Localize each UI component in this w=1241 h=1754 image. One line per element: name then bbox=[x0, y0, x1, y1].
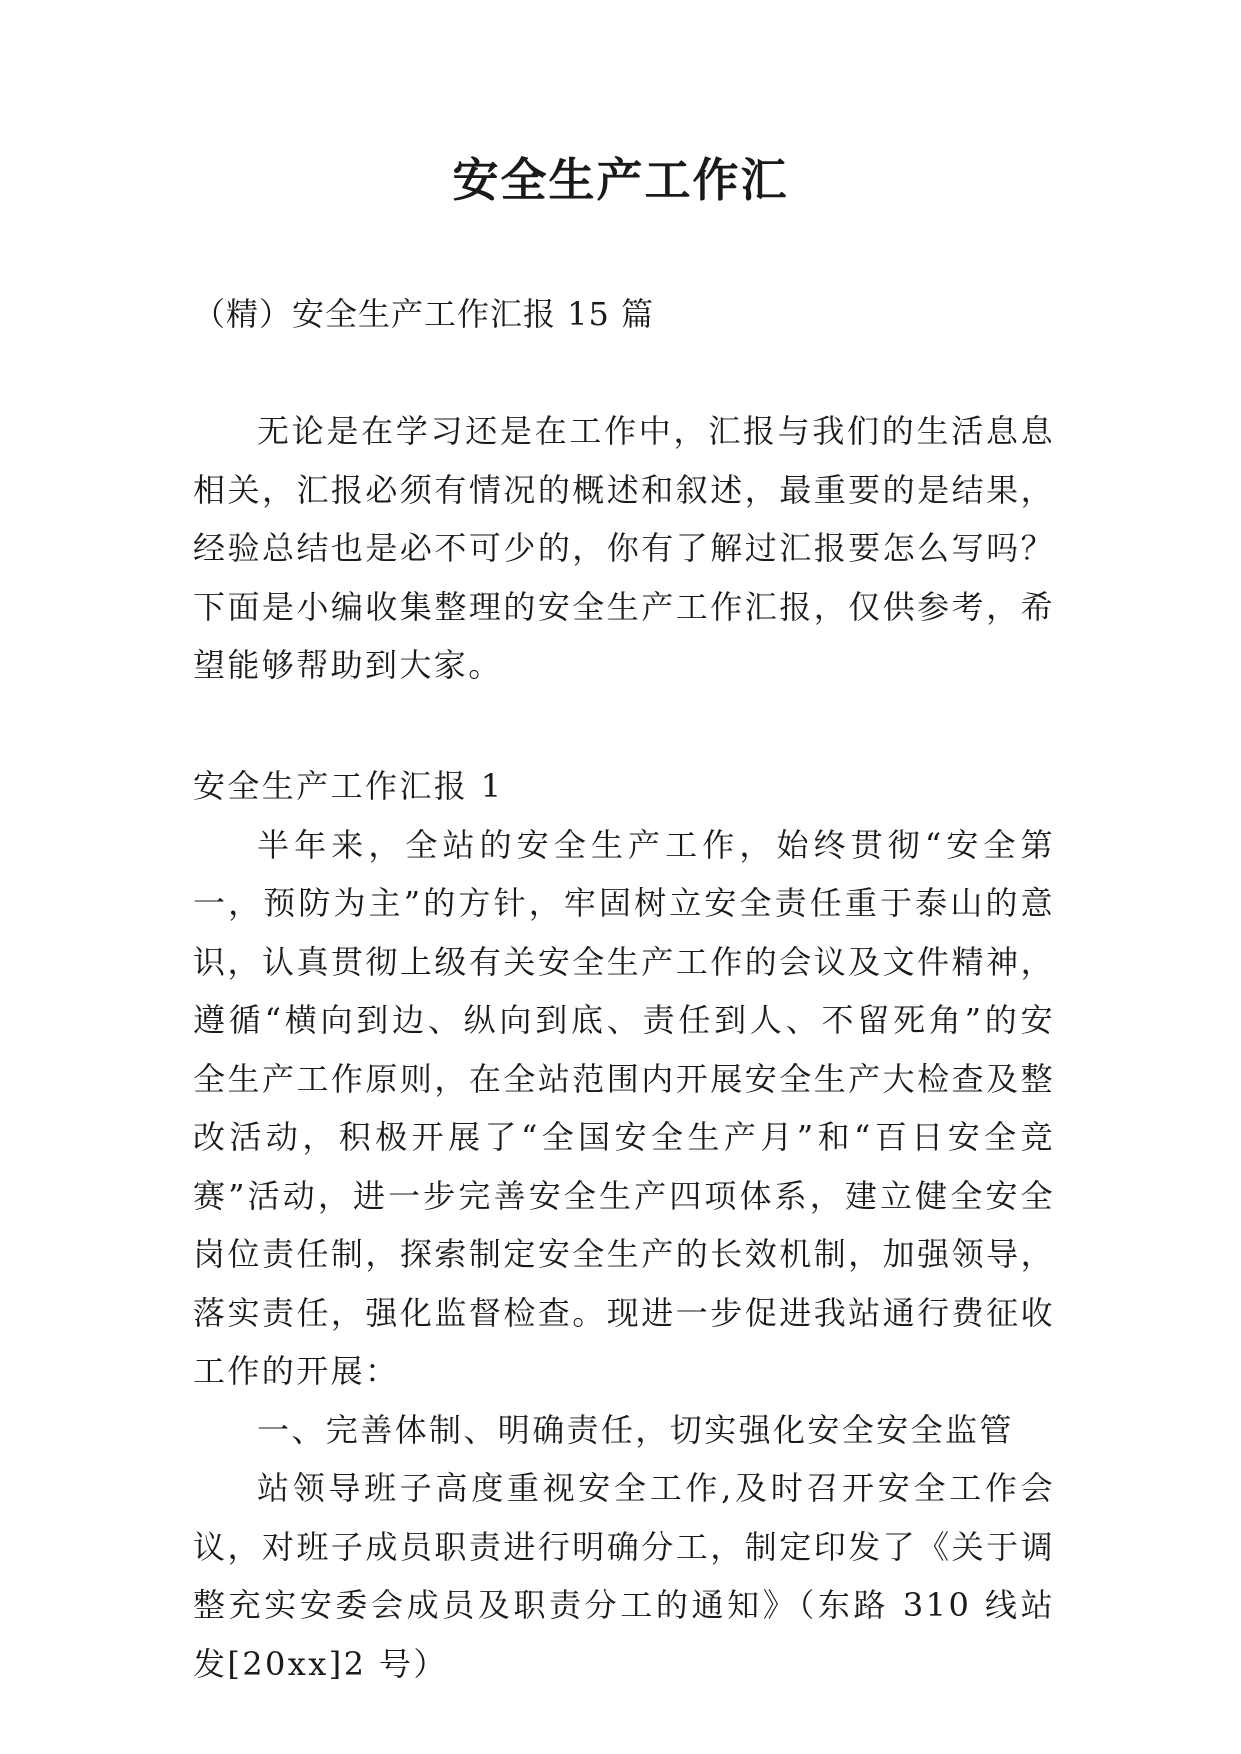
report-section-1 bbox=[193, 757, 1055, 1693]
intro-paragraph: 无论是在学习还是在工作中，汇报与我们的生活息息相关，汇报必须有情况的概述和叙述，最重要的是结果，经验总结也是必不可少的，你有了解过汇报要怎么写吗？下面是小编收集整理的安全生产工作汇报，仅供参考，希望能够帮助到大家。 bbox=[193, 412, 1055, 684]
document-title: 安全生产工作汇 bbox=[452, 153, 789, 207]
section-paragraph-2: 站领导班子高度重视安全工作,及时召开安全工作会议，对班子成员职责进行明确分工，制定印发了《关于调整充实安委会成员及职责分工的通知》（东路 310 线站发[20xx]2 号） bbox=[193, 1469, 1055, 1683]
section-paragraph-1: 半年来，全站的安全生产工作，始终贯彻“安全第一，预防为主”的方针，牢固树立安全责任重于泰山的意识，认真贯彻上级有关安全生产工作的会议及文件精神，遵循“横向到边、纵向到底、责任到人、不留死角”的安全生产工作原则，在全站范围内开展安全生产大检查及整改活动，积极开展了“全国安全生产月”和“百日安全竞赛”活动，进一步完善安全生产四项体系，建立健全安全岗位责任制，探索制定安全生产的长效机制，加强领导，落实责任，强化监督检查。现进一步促进我站通行费征收工作的开展： bbox=[193, 825, 1055, 1390]
intro-section bbox=[193, 402, 1055, 695]
section-subheading: 一、完善体制、明确责任，切实强化安全安全监管 bbox=[257, 1410, 1014, 1449]
document-subtitle: （精）安全生产工作汇报 15 篇 bbox=[193, 295, 655, 333]
section-heading: 安全生产工作汇报 1 bbox=[193, 767, 504, 805]
